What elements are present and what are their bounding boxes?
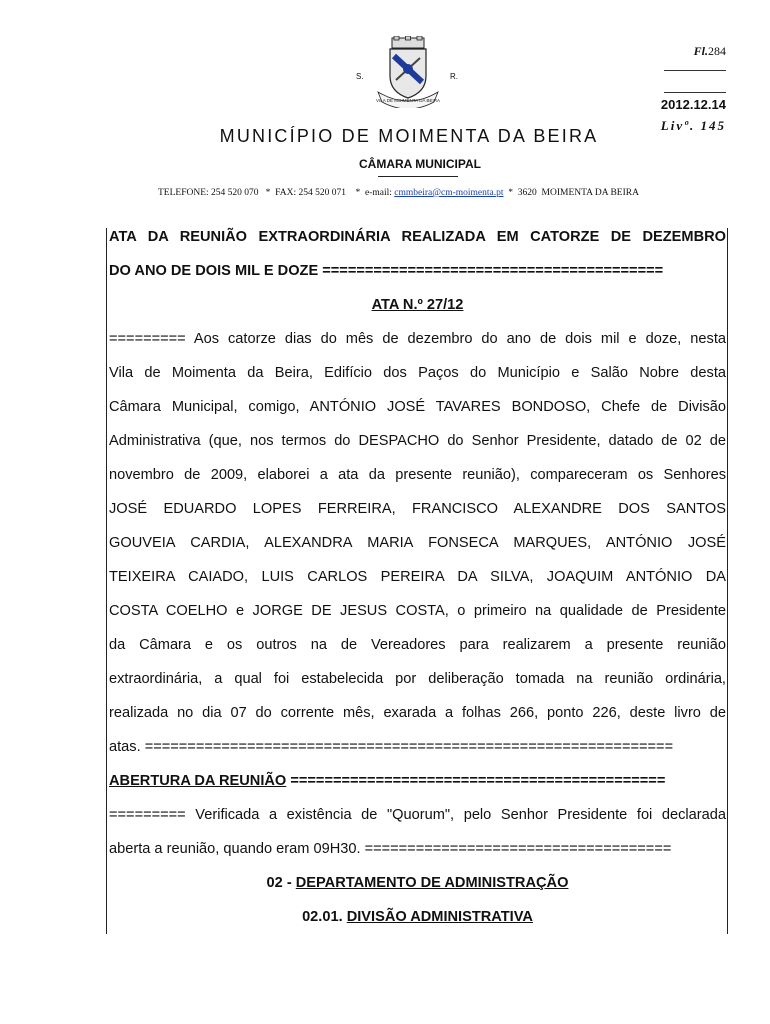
- email-link[interactable]: cmmbeira@cm-moimenta.pt: [394, 188, 504, 198]
- paragraph-line: GOUVEIA CARDIA, ALEXANDRA MARIA FONSECA MARQUES, ANTÓNIO JOSÉ: [109, 535, 726, 551]
- paragraph-line: TEIXEIRA CAIADO, LUIS CARLOS PEREIRA DA SILVA, JOAQUIM ANTÓNIO DA: [109, 569, 726, 585]
- margin-line-right: [727, 228, 728, 934]
- ata-number: ATA N.º 27/12: [371, 297, 464, 313]
- paragraph-line: realizada no dia 07 do corrente mês, exarada a folhas 266, ponto 226, deste livro de: [109, 705, 726, 721]
- opening-heading: ABERTURA DA REUNIÃO: [109, 773, 287, 789]
- paragraph-line: extraordinária, a qual foi estabelecida por deliberação tomada na reunião ordinária,: [109, 671, 726, 687]
- ata-number-line: [109, 288, 726, 322]
- folio-value: 284: [708, 44, 726, 58]
- subsection-title: DIVISÃO ADMINISTRATIVA: [346, 909, 533, 925]
- paragraph-line: COSTA COELHO e JORGE DE JESUS COSTA, o primeiro na qualidade de Presidente: [109, 603, 726, 619]
- contact-address: * 3620 MOIMENTA DA BEIRA: [503, 188, 639, 198]
- section-title: DEPARTAMENTO DE ADMINISTRAÇÃO: [295, 875, 569, 891]
- paragraph-line: aberta a reunião, quando eram 09H30. ====================================: [109, 841, 672, 857]
- book-number: Livº. 145: [660, 118, 726, 133]
- municipality-heading: MUNICÍPIO DE MOIMENTA DA BEIRA: [219, 126, 599, 146]
- crest-left-letter: S.: [356, 72, 364, 81]
- chamber-heading: CÂMARA MUNICIPAL: [359, 157, 481, 171]
- paragraph-line: Administrativa (que, nos termos do DESPACHO do Senhor Presidente, datado de 02 de: [109, 433, 726, 449]
- paragraph-line: Câmara Municipal, comigo, ANTÓNIO JOSÉ TAVARES BONDOSO, Chefe de Divisão: [109, 399, 726, 415]
- paragraph-line: atas. ==============================================================: [109, 739, 674, 755]
- chamber-underline: [378, 176, 458, 177]
- document-title-line-1: ATA DA REUNIÃO EXTRAORDINÁRIA REALIZADA EM CATORZE DE DEZEMBRO: [109, 229, 726, 245]
- paragraph-line: JOSÉ EDUARDO LOPES FERREIRA, FRANCISCO ALEXANDRE DOS SANTOS: [109, 501, 726, 517]
- opening-rule: ============================================: [286, 773, 666, 789]
- crest-right-letter: R.: [450, 72, 458, 81]
- municipal-crest-icon: [356, 36, 460, 108]
- contact-line: [158, 188, 639, 198]
- paragraph-line: ========= Aos catorze dias do mês de dezembro do ano de dois mil e doze, nesta: [109, 331, 726, 347]
- svg-text:VILA DE MOIMENTA DA BEIRA: VILA DE MOIMENTA DA BEIRA: [376, 98, 440, 103]
- paragraph-line: ========= Verificada a existência de "Quorum", pelo Senhor Presidente foi declarada: [109, 807, 726, 823]
- contact-phone-fax: TELEFONE: 254 520 070 * FAX: 254 520 071 * e-mail:: [158, 188, 395, 198]
- document-date: 2012.12.14: [660, 97, 726, 112]
- folio-rule-2: [664, 92, 726, 93]
- paragraph-line: Vila de Moimenta da Beira, Edifício dos Paços do Município e Salão Nobre desta: [109, 365, 726, 381]
- paragraph-line: da Câmara e os outros na de Vereadores para realizarem a presente reunião: [109, 637, 726, 653]
- subsection-heading: [109, 900, 726, 934]
- section-heading: [109, 866, 726, 900]
- margin-line-left: [106, 228, 107, 934]
- folio-label: Fl.: [693, 44, 708, 58]
- folio-rule-1: [664, 70, 726, 71]
- opening-heading-line: [109, 764, 726, 798]
- minutes-body: [109, 220, 726, 934]
- document-title-line-2: DO ANO DE DOIS MIL E DOZE ========================================: [109, 263, 664, 279]
- subsection-number: 02.01.: [302, 909, 347, 925]
- paragraph-line: novembro de 2009, elaborei a ata da presente reunião), compareceram os Senhores: [109, 467, 726, 483]
- section-number: 02 -: [266, 875, 296, 891]
- folio-number: [694, 44, 726, 59]
